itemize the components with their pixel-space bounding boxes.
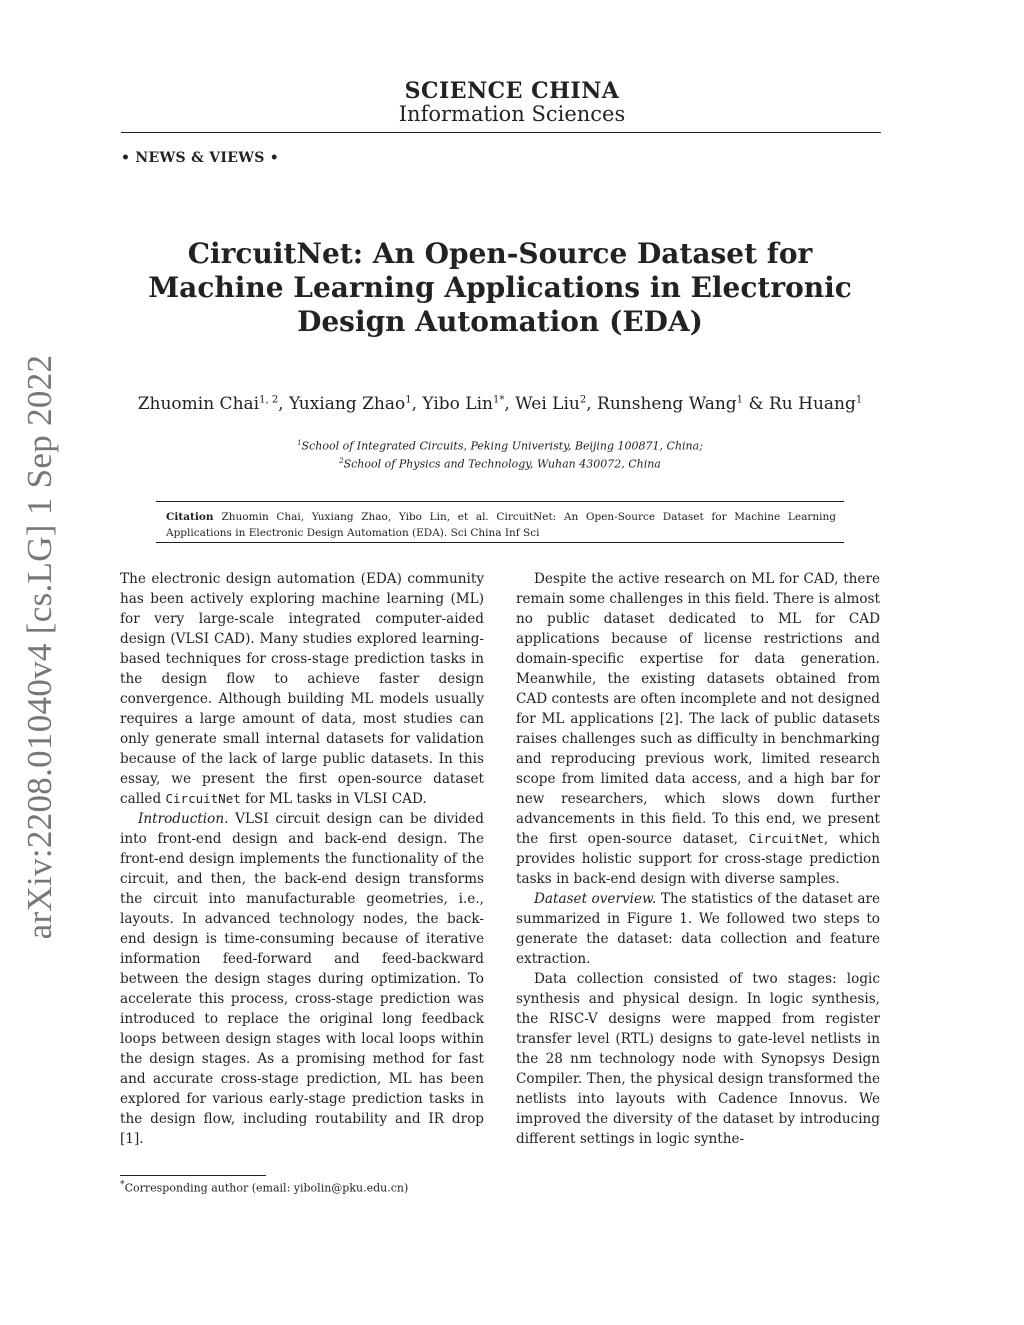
header-rule [121,132,881,133]
body-paragraph: Introduction. VLSI circuit design can be divided into front-end design and back-end design. The front-end design implements the functionality of the circuit, and then, the back-end design transforms the circuit into manufacturable geometries, i.e., layouts. In advanced technology nodes, the back-end design is time-consuming because of iterative information feed-forward and feed-backward between the design stages during optimization. To accelerate this process, cross-stage prediction was introduced to replace the original long feedback loops between design stages with local loops within the design stages. As a promising method for fast and accurate cross-stage prediction, ML has been explored for various early-stage prediction tasks in the design flow, including routability and IR drop [1]. [120,811,485,1147]
author-name: Yibo Lin [422,394,493,414]
author-list: Zhuomin Chai$^{1, 2}$, Yuxiang Zhao$^1$, Yibo Lin$^{1*}$, Wei Liu$^2$, Runsheng Wang$^1$ & Ru Huang$^1$ [137,394,863,414]
affiliations [150,436,850,471]
author-affil-mark: 1 [855,394,863,406]
right-column [516,569,880,1149]
author-name: Ru Huang [769,394,856,414]
footnote [120,1179,408,1195]
journal-name: SCIENCE CHINA [404,78,620,104]
author-affil-mark: 1, 2 [259,394,279,406]
paper-title: CircuitNet: An Open-Source Dataset for Machine Learning Applications in Electronic Design Automation (EDA) [148,237,852,338]
body-paragraph: Dataset overview. The statistics of the dataset are summarized in Figure 1. We followed two steps to generate the dataset: data collection and feature extraction. [516,891,881,967]
footnote-rule [120,1175,266,1176]
affiliation-line: $^2$School of Physics and Technology, Wuhan 430072, China [339,456,661,471]
author-affil-mark: 1 [736,394,744,406]
paragraph-lead: Introduction. [138,811,229,827]
citation-box [166,509,836,541]
citation-label: Citation [166,511,214,523]
affiliation-line: $^1$School of Integrated Circuits, Peking Univeristy, Beijing 100871, China; [297,439,703,453]
paragraph-lead: Dataset overview. [534,891,657,907]
footnote-text: Corresponding author (email: yibolin@pku.edu.cn) [124,1181,409,1195]
body-paragraph: Despite the active research on ML for CAD, there remain some challenges in this field. There is almost no public dataset dedicated to ML for CAD applications because of license restrictions and domain-specific expertise for data generation. Meanwhile, the existing datasets obtained from CAD contests are often incomplete and not designed for ML applications [2]. The lack of public datasets raises challenges such as difficulty in benchmarking and reproducing previous work, limited research scope from limited data access, and a high bar for new researchers, which slows down further advancements in this field. To this end, we present the first open-source dataset, CircuitNet, which provides holistic support for cross-stage prediction tasks in back-end design with diverse samples. [516,571,881,887]
author-name: Zhuomin Chai [137,394,260,414]
footnote-mark: * [120,1179,125,1190]
author-name: Yuxiang Zhao [289,394,406,414]
body-paragraph: The electronic design automation (EDA) community has been actively exploring machine learning (ML) for very large-scale integrated computer-aided design (VLSI CAD). Many studies explored learning-based techniques for cross-stage prediction tasks in the design flow to achieve faster design convergence. Although building ML models usually requires a large amount of data, most studies can only generate small internal datasets for validation because of the lack of large public datasets. In this essay, we present the first open-source dataset called CircuitNet for ML tasks in VLSI CAD. [120,571,484,807]
author-name: Wei Liu [515,394,580,414]
author-affil-mark: 1* [492,394,505,406]
citation-text: Zhuomin Chai, Yuxiang Zhao, Yibo Lin, et al. CircuitNet: An Open-Source Dataset for Machine Learning Applications in Electronic Design Automation (EDA). Sci China Inf Sci [166,511,836,539]
citation-rule-top [156,501,844,502]
journal-subtitle: Information Sciences [398,102,626,126]
citation-rule-bottom [156,542,844,543]
author-affil-mark: 1 [405,394,412,406]
left-column [120,569,484,1149]
body-paragraph: Data collection consisted of two stages: logic synthesis and physical design. In logic synthesis, the RISC-V designs were mapped from register transfer level (RTL) designs to gate-level netlists in the 28 nm technology node with Synopsys Design Compiler. Then, the physical design transformed the netlists into layouts with Cadence Innovus. We improved the diversity of the dataset by introducing different settings in logic synthe- [516,971,880,1147]
author-name: Runsheng Wang [597,394,737,414]
dataset-name-code: CircuitNet [748,831,824,846]
section-tag: • NEWS & VIEWS • [121,150,280,166]
arxiv-stamp: arXiv:2208.01040v4 [cs.LG] 1 Sep 2022 [20,354,59,940]
dataset-name-code: CircuitNet [165,791,241,806]
author-affil-mark: 2 [579,394,587,406]
